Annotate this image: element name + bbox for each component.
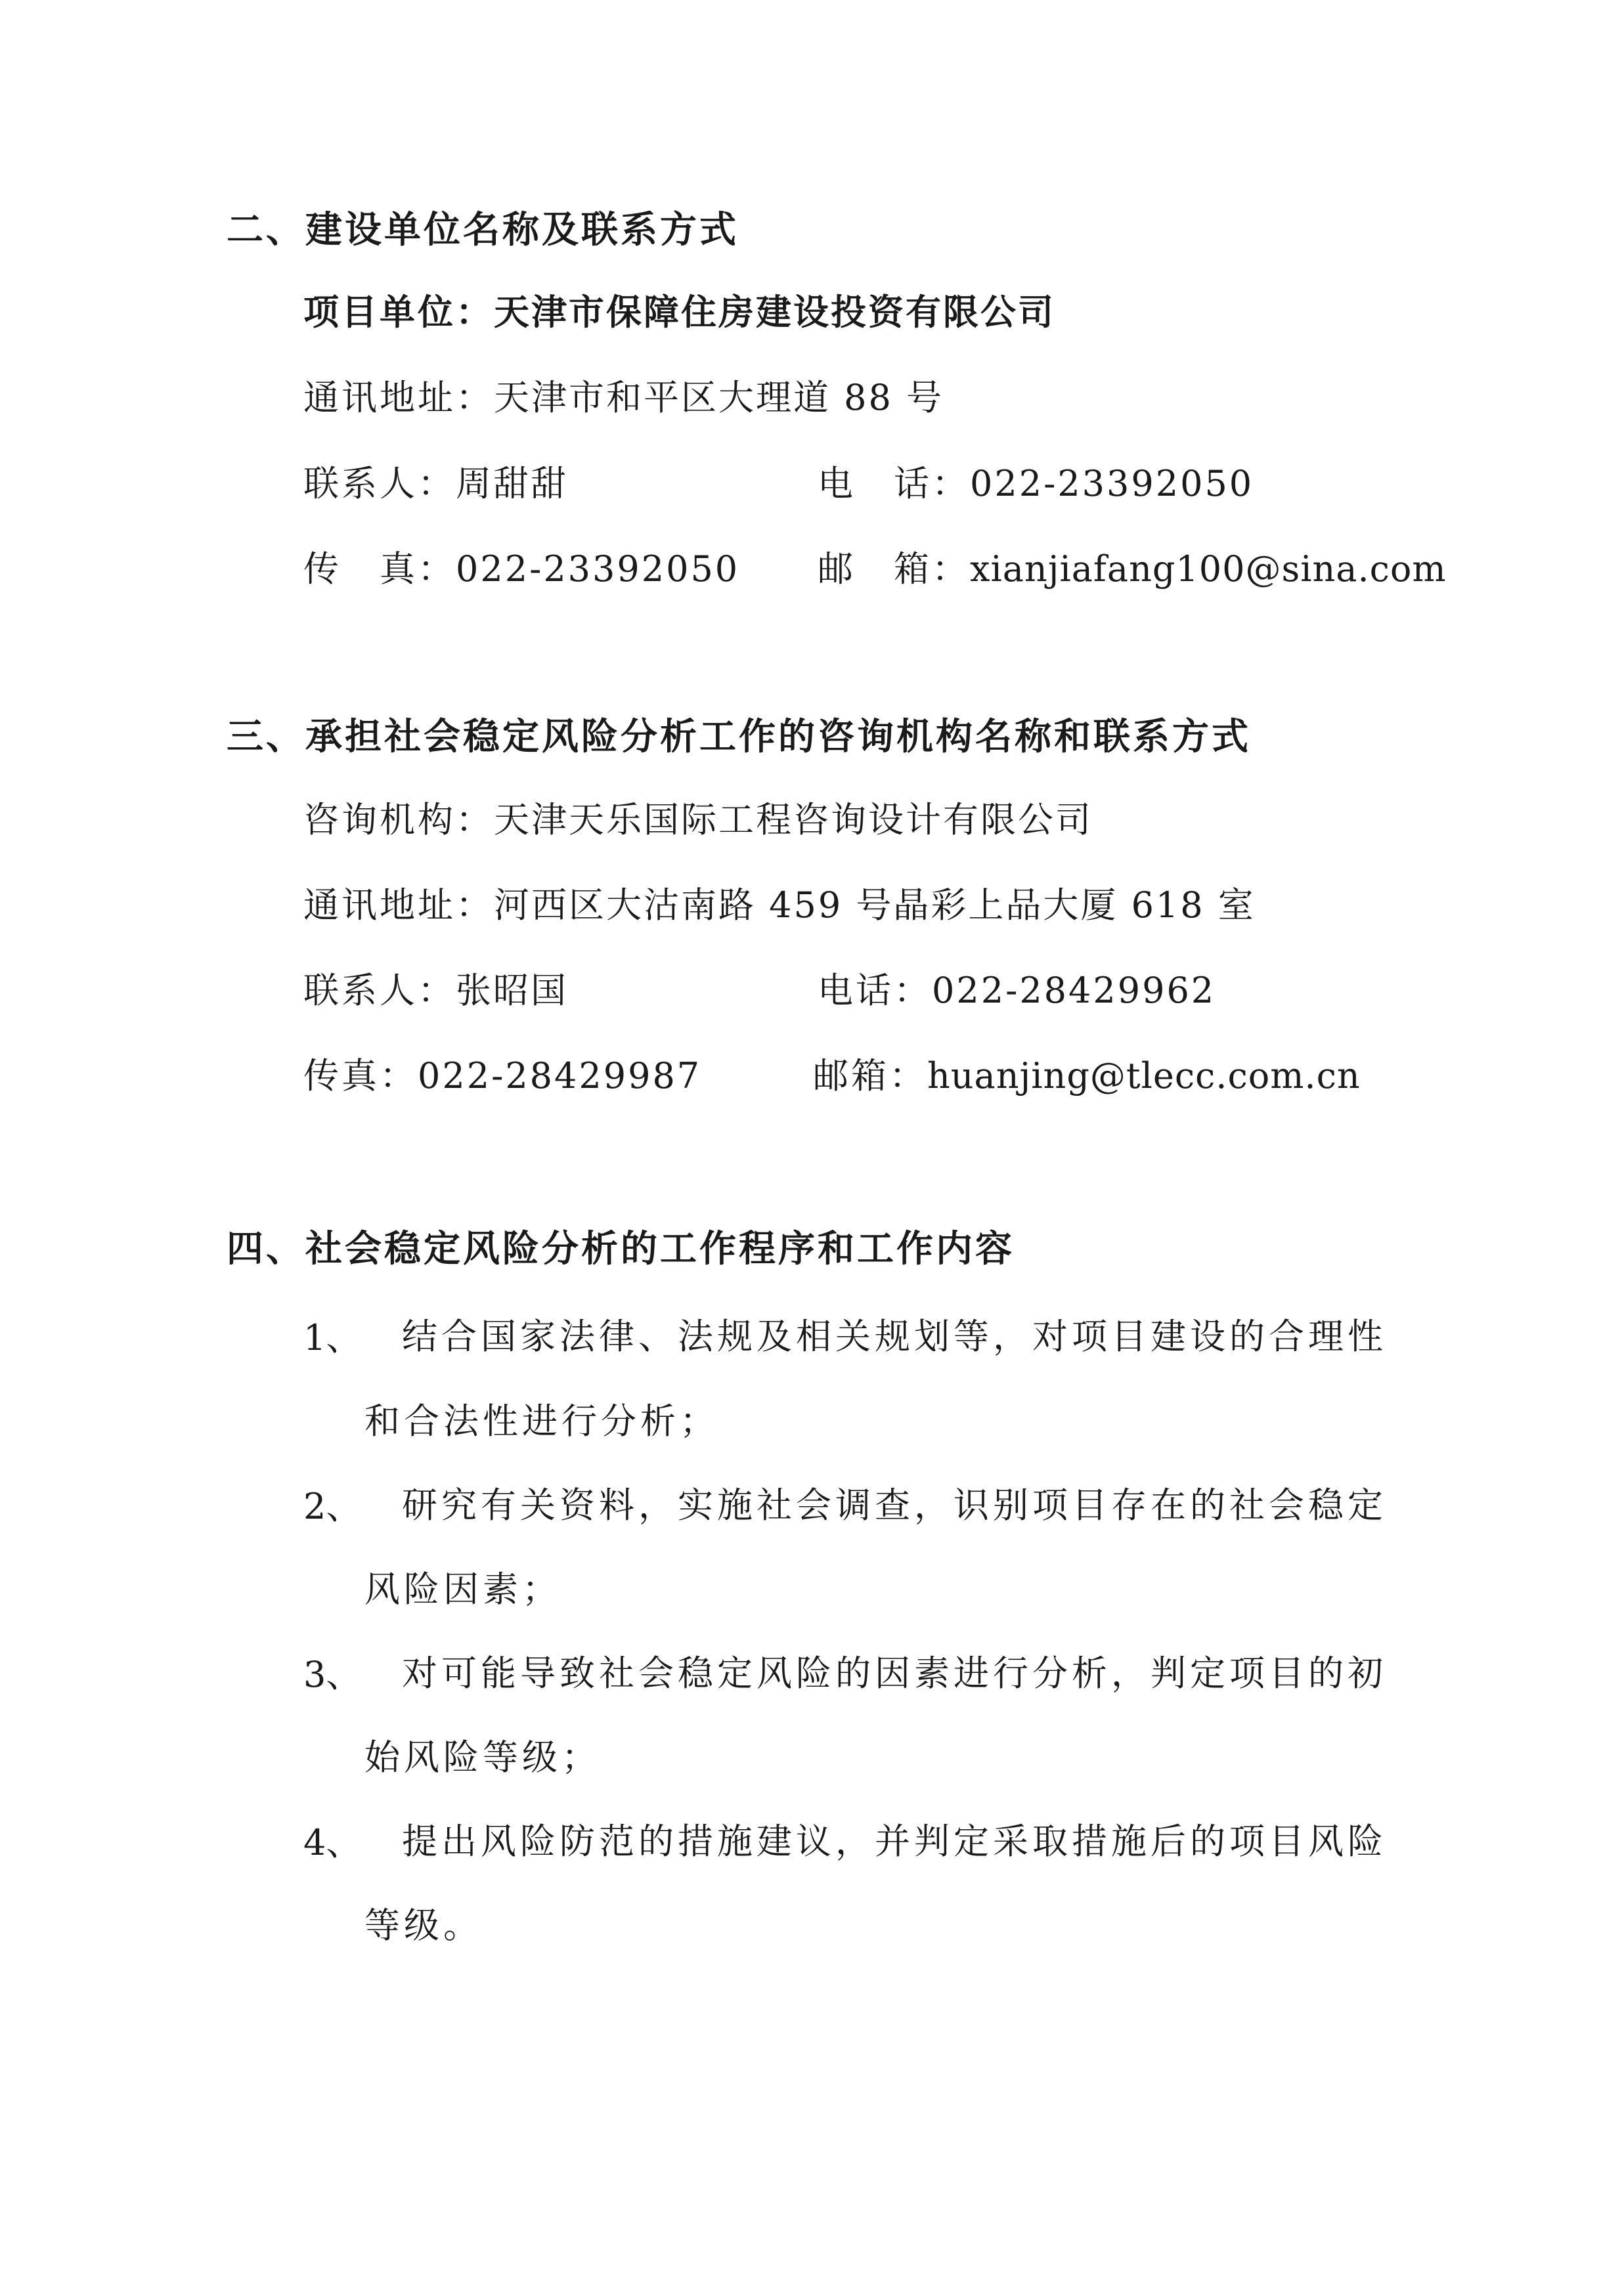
section-3-contact-value: 张昭国 <box>456 970 568 1011</box>
list-item-text: 提出风险防范的措施建议，并判定采取措施后的项目风险 <box>402 1821 1387 1862</box>
section-2-contact-line <box>303 456 568 506</box>
section-3-email-value: huanjing@tlecc.com.cn <box>927 1055 1361 1096</box>
section-2-address-label: 通讯地址： <box>303 377 494 418</box>
list-item-continuation: 始风险等级； <box>364 1737 601 1778</box>
list-item-text: 对可能导致社会稳定风险的因素进行分析，判定项目的初 <box>402 1653 1387 1694</box>
section-3-fax-value: 022-28429987 <box>418 1055 702 1096</box>
list-item-continuation: 风险因素； <box>364 1569 561 1610</box>
project-unit-label: 项目单位： <box>303 291 494 333</box>
section-2-address-value: 天津市和平区大理道 88 号 <box>494 377 944 418</box>
section-3-fax-label: 传真： <box>303 1055 418 1096</box>
section-2-phone-line <box>818 456 1254 506</box>
list-item-continuation: 等级。 <box>364 1905 483 1946</box>
consulting-org-label: 咨询机构： <box>303 799 494 840</box>
section-2-contact-label: 联系人： <box>303 463 456 504</box>
section-2-phone-value: 022-23392050 <box>970 463 1254 504</box>
section-2-fax-label: 传 真： <box>303 548 456 590</box>
list-item-number: 1、 <box>303 1317 362 1358</box>
section-3-email-line <box>813 1048 1361 1098</box>
section-2-heading: 二、建设单位名称及联系方式 <box>227 208 739 251</box>
section-2-fax-value: 022-23392050 <box>456 548 740 590</box>
section-4-heading: 四、社会稳定风险分析的工作程序和工作内容 <box>227 1227 1015 1270</box>
project-unit-value: 天津市保障住房建设投资有限公司 <box>494 291 1055 333</box>
section-2-phone-label: 电 话： <box>818 463 970 504</box>
list-item-text: 结合国家法律、法规及相关规划等，对项目建设的合理性 <box>402 1316 1387 1357</box>
section-2-contact-value: 周甜甜 <box>456 463 568 504</box>
section-2-email-label: 邮 箱： <box>818 548 970 590</box>
section-2-address-line <box>303 370 944 420</box>
section-3-phone-label: 电话： <box>818 970 932 1011</box>
section-3-fax-line <box>303 1048 701 1098</box>
project-unit-line <box>303 284 1055 335</box>
section-3-phone-value: 022-28429962 <box>932 970 1216 1011</box>
section-2-fax-line <box>303 541 739 592</box>
section-3-contact-line <box>303 963 568 1013</box>
section-2-email-line <box>818 541 1447 592</box>
consulting-org-value: 天津天乐国际工程咨询设计有限公司 <box>494 799 1093 840</box>
section-3-contact-label: 联系人： <box>303 970 456 1011</box>
section-3-heading: 三、承担社会稳定风险分析工作的咨询机构名称和联系方式 <box>227 715 1251 758</box>
section-3-email-label: 邮箱： <box>813 1055 927 1096</box>
list-item-number: 4、 <box>303 1822 362 1863</box>
section-3-phone-line <box>818 963 1216 1013</box>
section-3-address-line <box>303 877 1256 928</box>
list-item-text: 研究有关资料，实施社会调查，识别项目存在的社会稳定 <box>402 1484 1387 1526</box>
list-item-number: 3、 <box>303 1654 362 1695</box>
list-item-continuation: 和合法性进行分析； <box>364 1400 719 1442</box>
section-2-email-value: xianjiafang100@sina.com <box>970 548 1447 590</box>
section-3-address-value: 河西区大沽南路 459 号晶彩上品大厦 618 室 <box>494 884 1256 926</box>
consulting-org-line <box>303 792 1093 842</box>
section-3-address-label: 通讯地址： <box>303 884 494 926</box>
list-item-number: 2、 <box>303 1486 362 1527</box>
